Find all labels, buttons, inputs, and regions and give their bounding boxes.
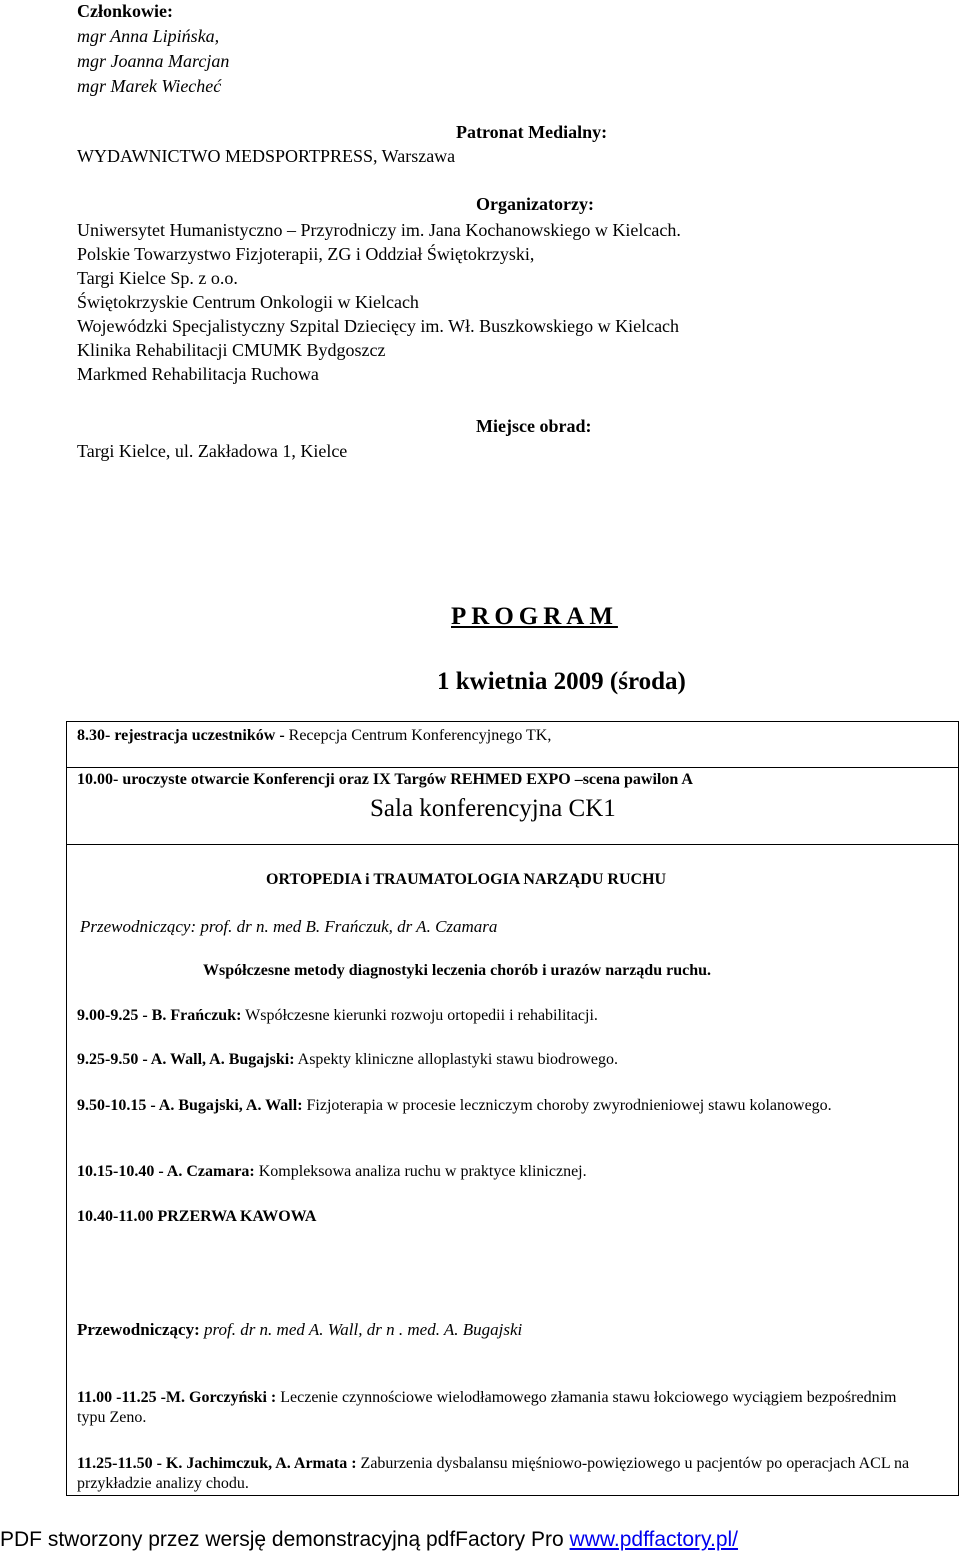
session-topic: Współczesne metody diagnostyki leczenia chorób i urazów narządu ruchu. bbox=[203, 962, 711, 979]
media-text: WYDAWNICTWO MEDSPORTPRESS, Warszawa bbox=[77, 146, 456, 166]
talk-item bbox=[77, 1096, 927, 1116]
talk-title: Leczenie czynnościowe wielodłamowego złamania stawu łokciowego wyciągiem bezpośrednim typu Zeno. bbox=[77, 1389, 897, 1426]
talk-item bbox=[77, 1050, 618, 1070]
chair-line-2 bbox=[77, 1319, 522, 1340]
talk-item bbox=[77, 1454, 947, 1494]
talk-time-speaker: 9.25-9.50 - A. Wall, A. Bugajski: bbox=[77, 1051, 295, 1068]
session-title: ORTOPEDIA i TRAUMATOLOGIA NARZĄDU RUCHU bbox=[266, 871, 667, 888]
footer-link[interactable]: www.pdffactory.pl/ bbox=[569, 1528, 739, 1551]
pdf-footer bbox=[0, 1527, 738, 1553]
talk-time-speaker: 9.50-10.15 - A. Bugajski, A. Wall: bbox=[77, 1097, 303, 1114]
talk-time-speaker: 11.00 -11.25 -M. Gorczyński : bbox=[77, 1389, 277, 1406]
chair-label: Przewodniczący: bbox=[80, 917, 197, 936]
member-name: mgr Joanna Marcjan bbox=[77, 51, 230, 71]
venue-text: Targi Kielce, ul. Zakładowa 1, Kielce bbox=[77, 441, 348, 461]
chair-names: prof. dr n. med A. Wall, dr n . med. A. Bugajski bbox=[199, 1320, 523, 1339]
media-heading: Patronat Medialny: bbox=[456, 122, 608, 142]
coffee-break: 10.40-11.00 PRZERWA KAWOWA bbox=[77, 1208, 317, 1225]
organizer-line: Markmed Rehabilitacja Ruchowa bbox=[77, 364, 319, 384]
talk-title: Współczesne kierunki rozwoju ortopedii i rehabilitacji. bbox=[241, 1007, 598, 1024]
talk-item bbox=[77, 1388, 927, 1428]
venue-heading: Miejsce obrad: bbox=[476, 416, 592, 436]
talk-title: Kompleksowa analiza ruchu w praktyce klinicznej. bbox=[254, 1163, 587, 1180]
registration-row bbox=[77, 726, 551, 746]
organizer-line: Polskie Towarzystwo Fizjoterapii, ZG i Oddział Świętokrzyski, bbox=[77, 244, 535, 264]
organizers-list bbox=[77, 219, 681, 385]
talk-item bbox=[77, 1162, 587, 1182]
talk-title: Zaburzenia dysbalansu mięśniowo-powięziowego u pacjentów po operacjach ACL na przykładzie analizy chodu. bbox=[77, 1455, 910, 1492]
registration-place: Recepcja Centrum Konferencyjnego TK, bbox=[284, 727, 552, 744]
talk-item bbox=[77, 1006, 598, 1026]
member-name: mgr Marek Wiecheć bbox=[77, 76, 222, 96]
program-date: 1 kwietnia 2009 (środa) bbox=[437, 668, 686, 695]
organizer-line: Uniwersytet Humanistyczno – Przyrodniczy im. Jana Kochanowskiego w Kielcach. bbox=[77, 220, 681, 240]
talk-time-speaker: 10.15-10.40 - A. Czamara: bbox=[77, 1163, 255, 1180]
program-title: PROGRAM bbox=[451, 603, 618, 630]
organizer-line: Klinika Rehabilitacji CMUMK Bydgoszcz bbox=[77, 340, 386, 360]
footer-text: PDF stworzony przez wersję demonstracyjną pdfFactory Pro bbox=[0, 1528, 570, 1551]
member-name: mgr Anna Lipińska, bbox=[77, 26, 220, 46]
organizer-line: Świętokrzyskie Centrum Onkologii w Kielcach bbox=[77, 292, 419, 312]
hall-title: Sala konferencyjna CK1 bbox=[370, 795, 616, 822]
organizers-heading: Organizatorzy: bbox=[476, 194, 594, 214]
talk-title: Aspekty kliniczne alloplastyki stawu biodrowego. bbox=[294, 1051, 619, 1068]
talk-title: Fizjoterapia w procesie leczniczym choroby zwyrodnieniowej stawu kolanowego. bbox=[302, 1097, 832, 1114]
chair-label: Przewodniczący: bbox=[77, 1320, 200, 1339]
members-block bbox=[77, 0, 229, 97]
talk-time-speaker: 9.00-9.25 - B. Frańczuk: bbox=[77, 1007, 242, 1024]
organizer-line: Targi Kielce Sp. z o.o. bbox=[77, 268, 238, 288]
opening-text: 10.00- uroczyste otwarcie Konferencji oraz IX Targów REHMED EXPO –scena pawilon A bbox=[77, 771, 693, 788]
talk-time-speaker: 11.25-11.50 - K. Jachimczuk, A. Armata : bbox=[77, 1455, 357, 1472]
registration-time: 8.30- rejestracja uczestników - bbox=[77, 727, 285, 744]
chair-names: prof. dr n. med B. Frańczuk, dr A. Czamara bbox=[196, 917, 498, 936]
chair-line-1 bbox=[80, 916, 497, 937]
organizer-line: Wojewódzki Specjalistyczny Szpital Dziecięcy im. Wł. Buszkowskiego w Kielcach bbox=[77, 316, 680, 336]
members-heading: Członkowie: bbox=[77, 1, 173, 21]
